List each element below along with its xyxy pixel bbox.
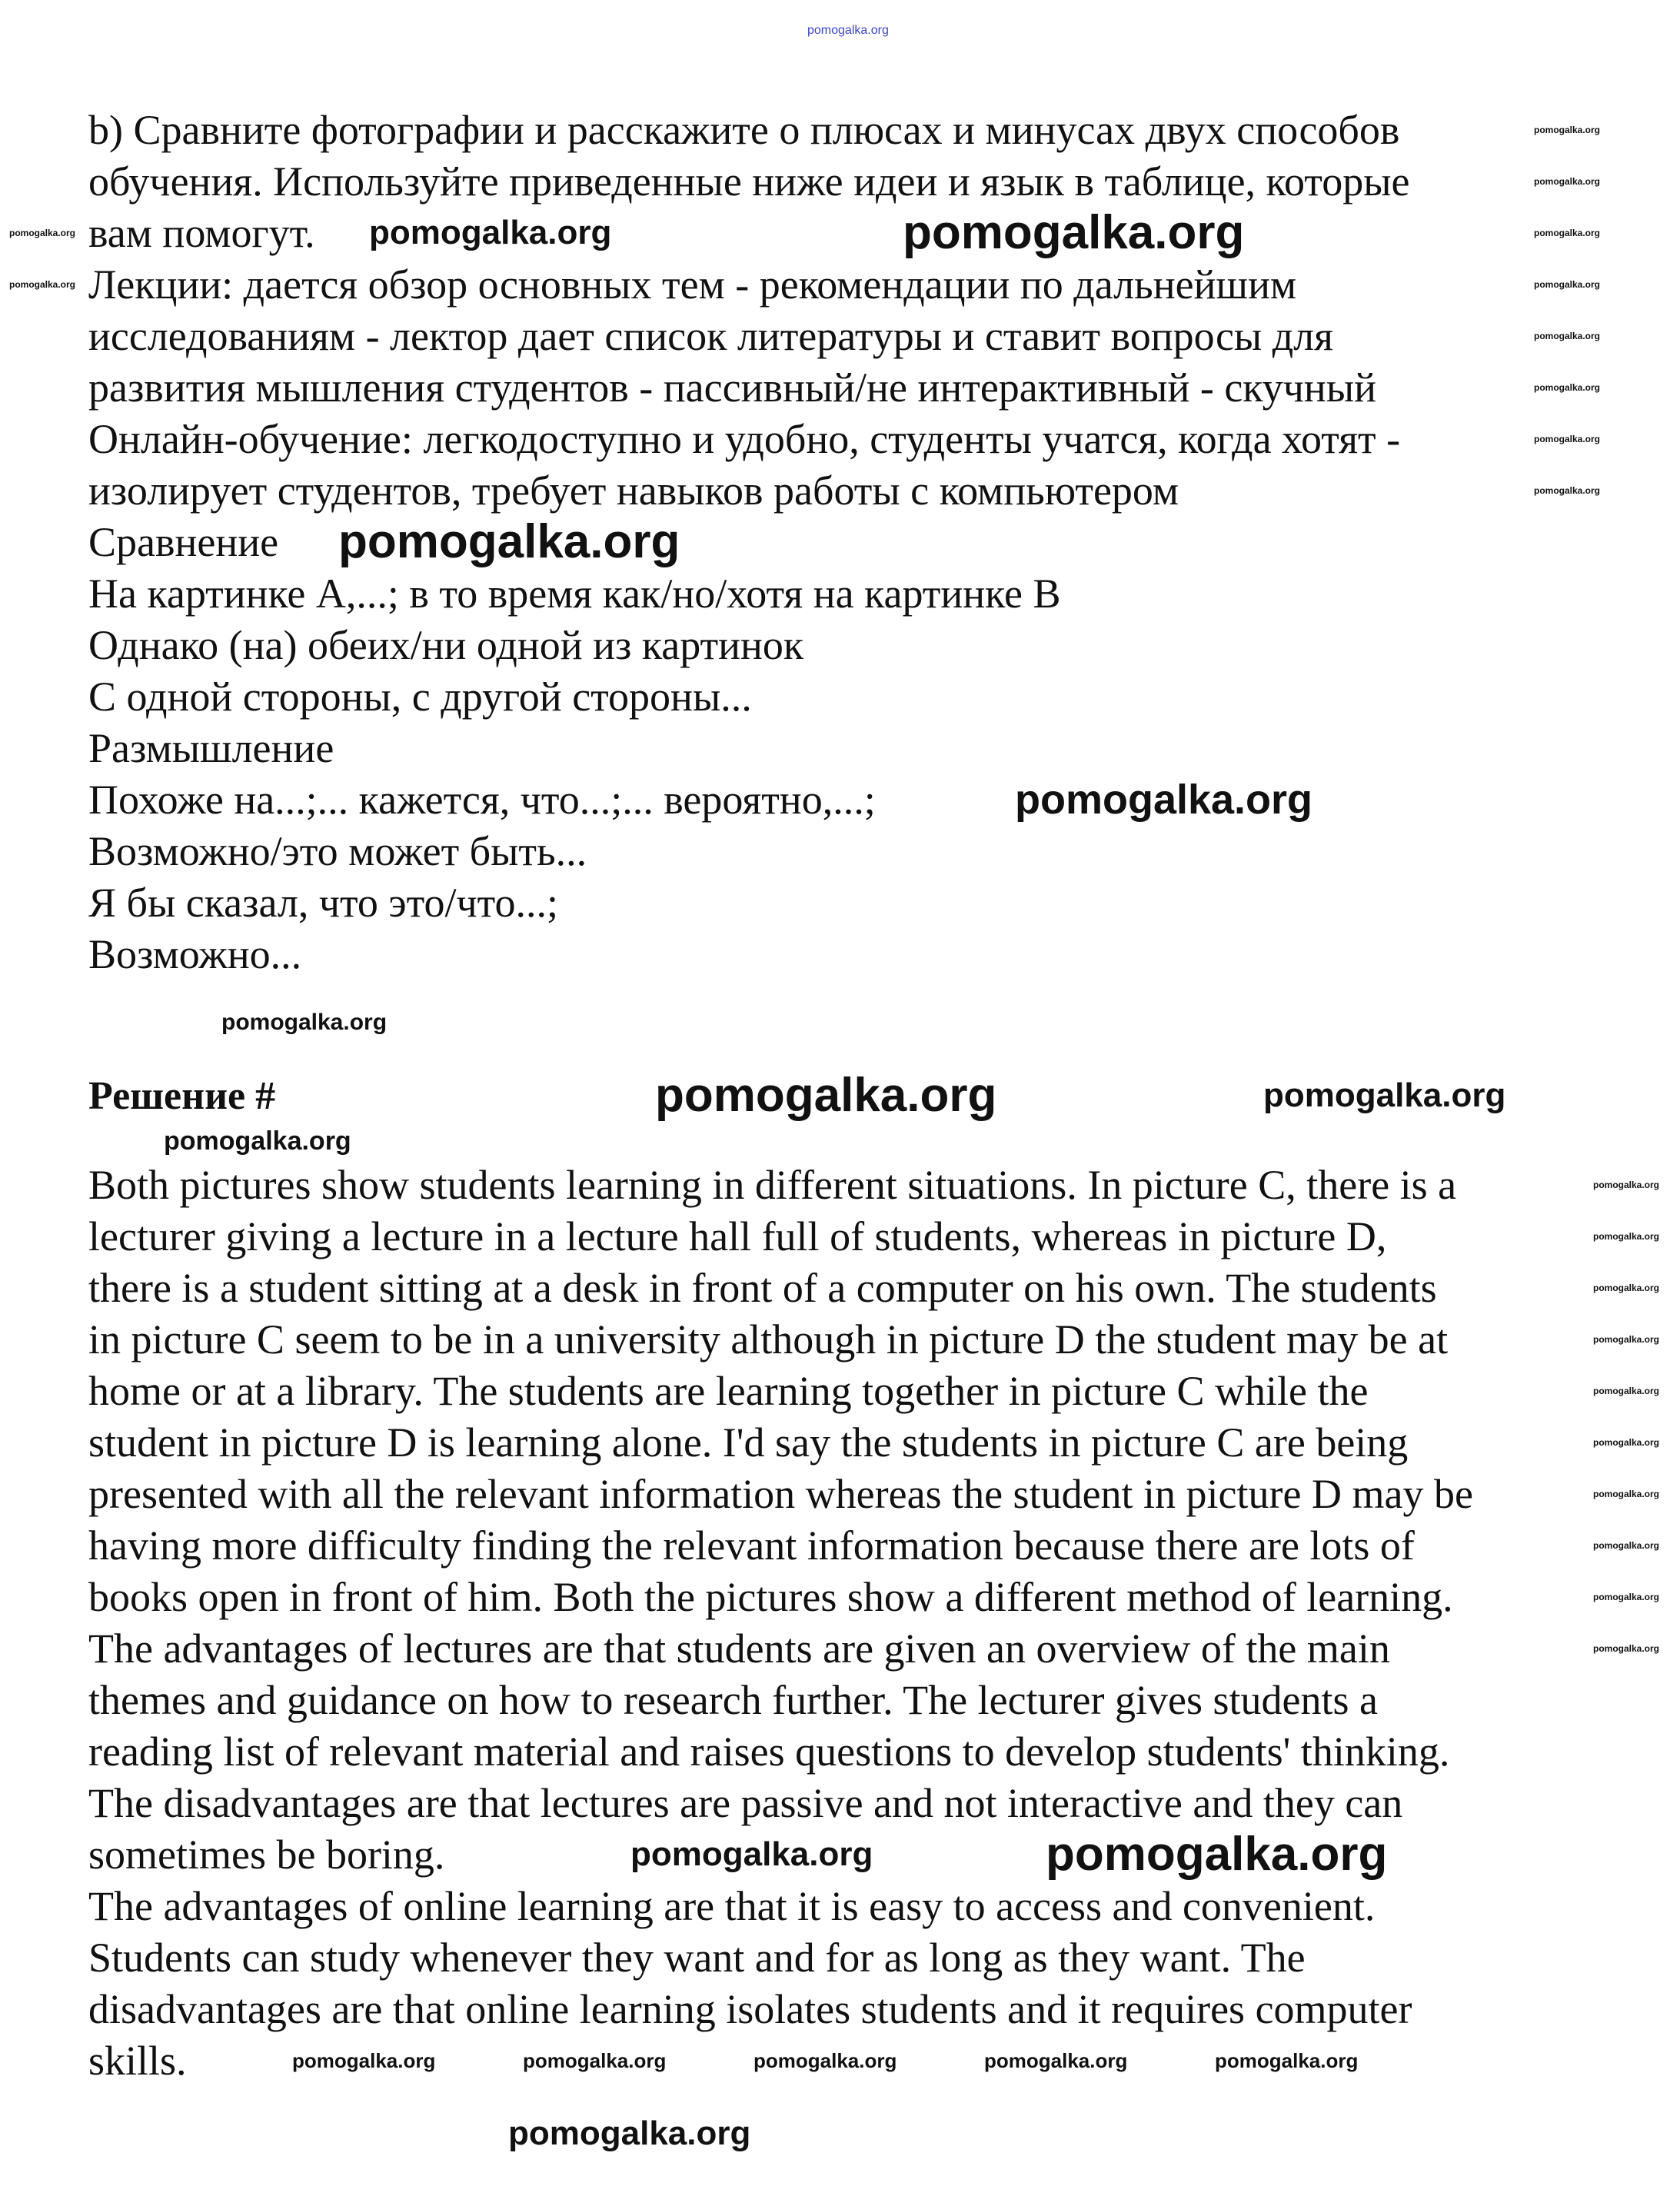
text-line: themes and guidance on how to research further. The lecturer gives students a — [88, 1677, 1378, 1723]
text-line: изолирует студентов, требует навыков работы с компьютером — [88, 467, 1179, 514]
text-line: Students can study whenever they want and for as long as they want. The — [88, 1935, 1306, 1981]
solution-heading: Решение # — [88, 1074, 276, 1118]
watermark-text: pomogalka.org — [1593, 1386, 1660, 1396]
solution-text — [88, 1160, 1473, 2087]
watermark-text: pomogalka.org — [1593, 1643, 1660, 1654]
text-line: in picture C seem to be in a university although in picture D the student may be at — [88, 1316, 1449, 1363]
watermark-text: pomogalka.org — [1534, 279, 1601, 290]
watermark-text: pomogalka.org — [1263, 1076, 1506, 1114]
text-line: skills. — [88, 2038, 187, 2084]
watermark-text: pomogalka.org — [1593, 1334, 1660, 1345]
text-line: Я бы сказал, что это/что...; — [88, 880, 559, 926]
text-line: home or at a library. The students are learning together in picture C while the — [88, 1368, 1369, 1414]
text-line: Однако (на) обеих/ни одной из картинок — [88, 622, 804, 668]
watermark-text: pomogalka.org — [1593, 1283, 1660, 1293]
text-line: С одной стороны, с другой стороны... — [88, 674, 752, 720]
text-line: b) Сравните фотографии и расскажите о плюсах и минусах двух способов — [88, 107, 1400, 153]
text-line: disadvantages are that online learning isolates students and it requires computer — [88, 1986, 1412, 2032]
watermark-text: pomogalka.org — [754, 2049, 897, 2072]
text-line: Сравнение — [88, 519, 279, 565]
watermark-text: pomogalka.org — [369, 214, 612, 251]
watermark-text: pomogalka.org — [9, 228, 76, 238]
text-line: Both pictures show students learning in different situations. In picture C, there is a — [88, 1162, 1457, 1208]
watermark-text: pomogalka.org — [1534, 485, 1601, 496]
watermark-text: pomogalka.org — [1046, 1828, 1388, 1881]
watermark-text: pomogalka.org — [9, 279, 76, 290]
text-line: развития мышления студентов - пассивный/не интерактивный - скучный — [88, 364, 1377, 411]
watermark-text: pomogalka.org — [1593, 1437, 1660, 1448]
text-line: The disadvantages are that lectures are passive and not interactive and they can — [88, 1780, 1403, 1826]
text-line: presented with all the relevant information whereas the student in picture D may be — [88, 1471, 1473, 1517]
text-line: having more difficulty finding the relevant information because there are lots of — [88, 1522, 1415, 1569]
watermark-text: pomogalka.org — [1534, 176, 1601, 187]
watermark-text: pomogalka.org — [984, 2049, 1128, 2072]
text-line: Размышление — [88, 725, 334, 771]
text-line: lecturer giving a lecture in a lecture hall full of students, whereas in picture D, — [88, 1213, 1387, 1259]
watermark-text: pomogalka.org — [1534, 382, 1601, 393]
watermark-text: pomogalka.org — [1593, 1180, 1660, 1190]
watermark-text: pomogalka.org — [1534, 434, 1601, 444]
watermark-text: pomogalka.org — [1534, 228, 1601, 238]
watermark-text: pomogalka.org — [903, 206, 1245, 259]
watermark-text: pomogalka.org — [292, 2049, 436, 2072]
watermark-text: pomogalka.org — [1534, 331, 1601, 341]
text-line: reading list of relevant material and raises questions to develop students' thinking. — [88, 1729, 1450, 1775]
text-line: there is a student sitting at a desk in front of a computer on his own. The students — [88, 1265, 1437, 1311]
text-line: Похоже на...;... кажется, что...;... вероятно,...; — [88, 777, 876, 823]
text-line: The advantages of lectures are that students are given an overview of the main — [88, 1625, 1390, 1672]
watermark-text: pomogalka.org — [630, 1835, 873, 1873]
text-line: sometimes be boring. — [88, 1832, 445, 1878]
watermark-text: pomogalka.org — [1015, 777, 1313, 823]
watermark-text: pomogalka.org — [655, 1069, 997, 1122]
watermark-text: pomogalka.org — [807, 24, 889, 37]
text-line: обучения. Используйте приведенные ниже идеи и язык в таблице, которые — [88, 158, 1410, 205]
text-line: books open in front of him. Both the pictures show a different method of learning. — [88, 1574, 1453, 1620]
text-line: вам помогут. — [88, 210, 315, 256]
watermark-text: pomogalka.org — [1534, 125, 1601, 135]
watermark-text: pomogalka.org — [1593, 1540, 1660, 1551]
text-line: student in picture D is learning alone. I'd say the students in picture C are being — [88, 1419, 1409, 1466]
watermark-text: pomogalka.org — [523, 2049, 667, 2072]
watermark-text: pomogalka.org — [338, 515, 680, 568]
text-line: The advantages of online learning are that it is easy to access and convenient. — [88, 1883, 1376, 1929]
watermark-text: pomogalka.org — [1593, 1489, 1660, 1499]
text-line: исследованиям - лектор дает список литературы и ставит вопросы для — [88, 313, 1333, 359]
watermark-text: pomogalka.org — [1215, 2049, 1359, 2072]
text-line: Возможно... — [88, 931, 302, 977]
watermark-text: pomogalka.org — [221, 1010, 388, 1035]
watermark-text: pomogalka.org — [1593, 1592, 1660, 1602]
watermark-text: pomogalka.org — [164, 1126, 351, 1156]
text-line: На картинке А,...; в то время как/но/хотя на картинке В — [88, 571, 1061, 617]
text-line: Онлайн-обучение: легкодоступно и удобно, студенты учатся, когда хотят - — [88, 416, 1401, 462]
watermark-text: pomogalka.org — [1593, 1231, 1660, 1242]
text-line: Лекции: дается обзор основных тем - рекомендации по дальнейшим — [88, 261, 1297, 308]
watermark-text: pomogalka.org — [508, 2114, 751, 2152]
text-line: Возможно/это может быть... — [88, 828, 587, 874]
